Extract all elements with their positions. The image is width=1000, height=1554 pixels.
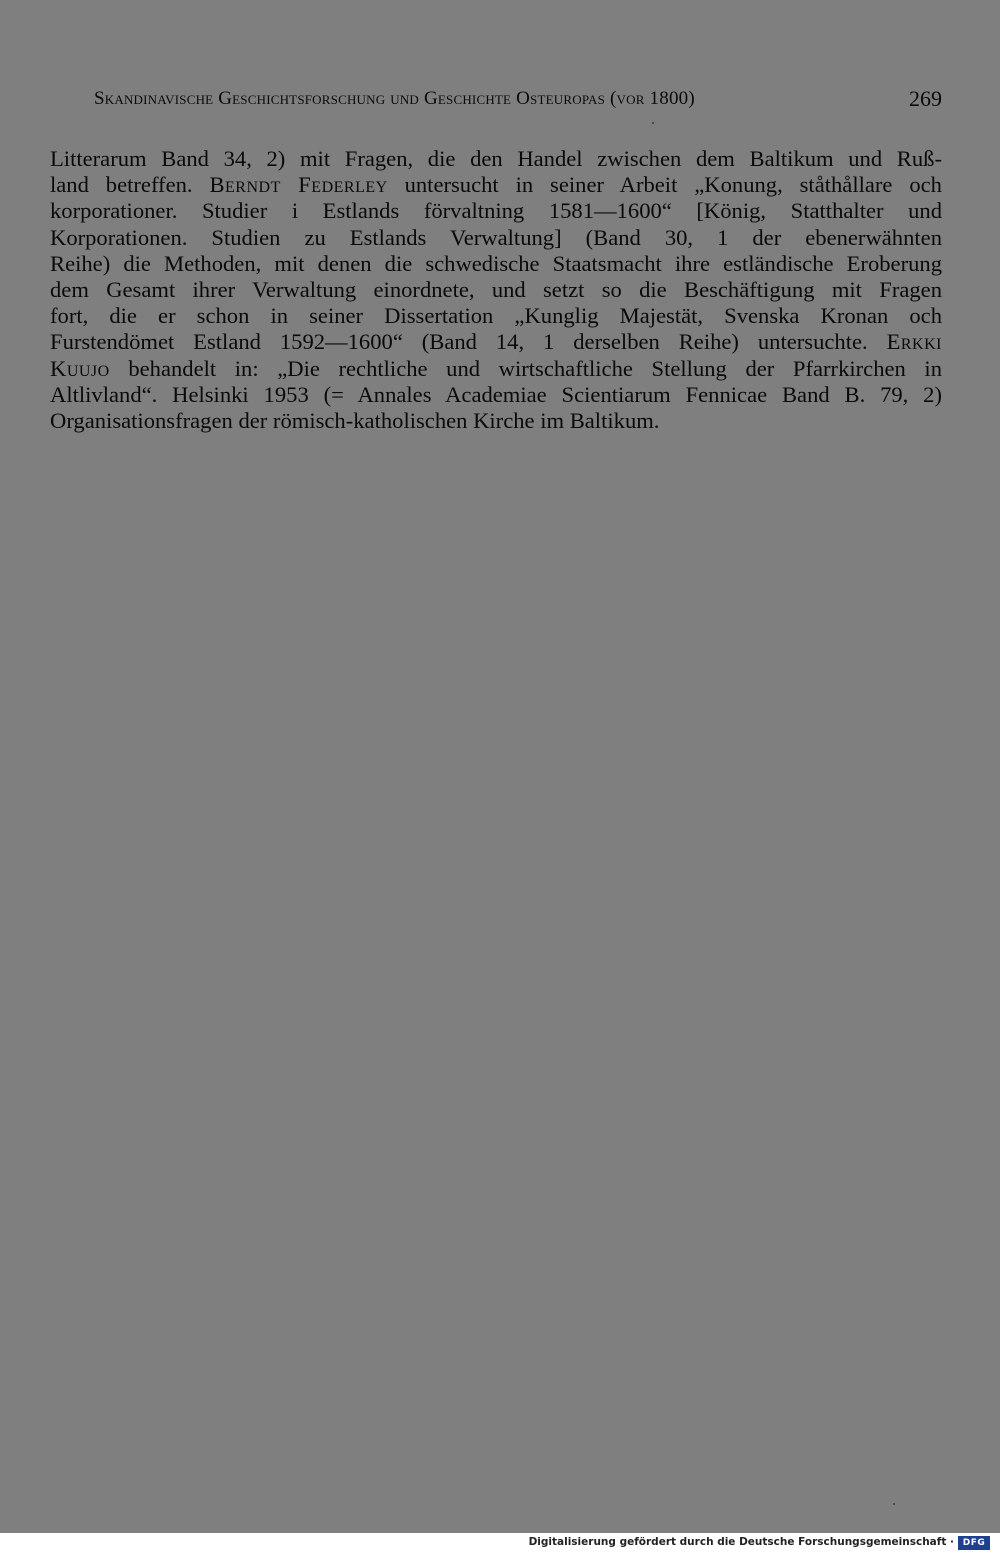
- author-name: Berndt Federley: [209, 172, 388, 198]
- text-line: land betreffen. Berndt Federley untersucht in seiner Arbeit „Konung, ståthållare och: [50, 172, 942, 198]
- body-paragraph: [50, 146, 942, 434]
- text-line: Altlivland“. Helsinki 1953 (= Annales Academiae Scientiarum Fennicae Band B. 79, 2): [50, 381, 942, 407]
- text-line: Korporationen. Studien zu Estlands Verwaltung] (Band 30, 1 der ebenerwähnten: [50, 224, 942, 250]
- funding-credit: Digitalisierung gefördert durch die Deutsche Forschungsgemeinschaft ·: [528, 1536, 954, 1548]
- text-line: Reihe) die Methoden, mit denen die schwedische Staatsmacht ihre estländische Eroberung: [50, 250, 942, 276]
- text-line: Organisationsfragen der römisch-katholischen Kirche im Baltikum.: [50, 407, 660, 433]
- text-line: Litterarum Band 34, 2) mit Fragen, die den Handel zwischen dem Baltikum und Ruß-: [50, 146, 942, 171]
- author-name: Kuujo: [50, 355, 110, 381]
- running-title: Skandinavische Geschichtsforschung und Geschichte Osteuropas (vor 1800): [94, 88, 695, 109]
- dfg-logo: DFG: [958, 1536, 990, 1550]
- text-line: Kuujo behandelt in: „Die rechtliche und wirtschaftliche Stellung der Pfarrkirchen in: [50, 355, 942, 381]
- digitization-footer: [0, 1533, 1000, 1554]
- text-line: dem Gesamt ihrer Verwaltung einordnete, und setzt so die Beschäftigung mit Fragen: [50, 276, 942, 302]
- scan-speck: [893, 1503, 895, 1505]
- page-number: 269: [909, 86, 942, 111]
- text-line: fort, die er schon in seiner Dissertation „Kunglig Majestät, Svenska Kronan och: [50, 303, 942, 329]
- scan-speck: [652, 122, 654, 124]
- author-name: Erkki: [886, 329, 942, 355]
- text-line: korporationer. Studier i Estlands förvaltning 1581—1600“ [König, Statthalter und: [50, 198, 942, 224]
- text-line: Furstendömet Estland 1592—1600“ (Band 14, 1 derselben Reihe) untersuchte. Erkki: [50, 329, 942, 355]
- running-head: [56, 86, 942, 114]
